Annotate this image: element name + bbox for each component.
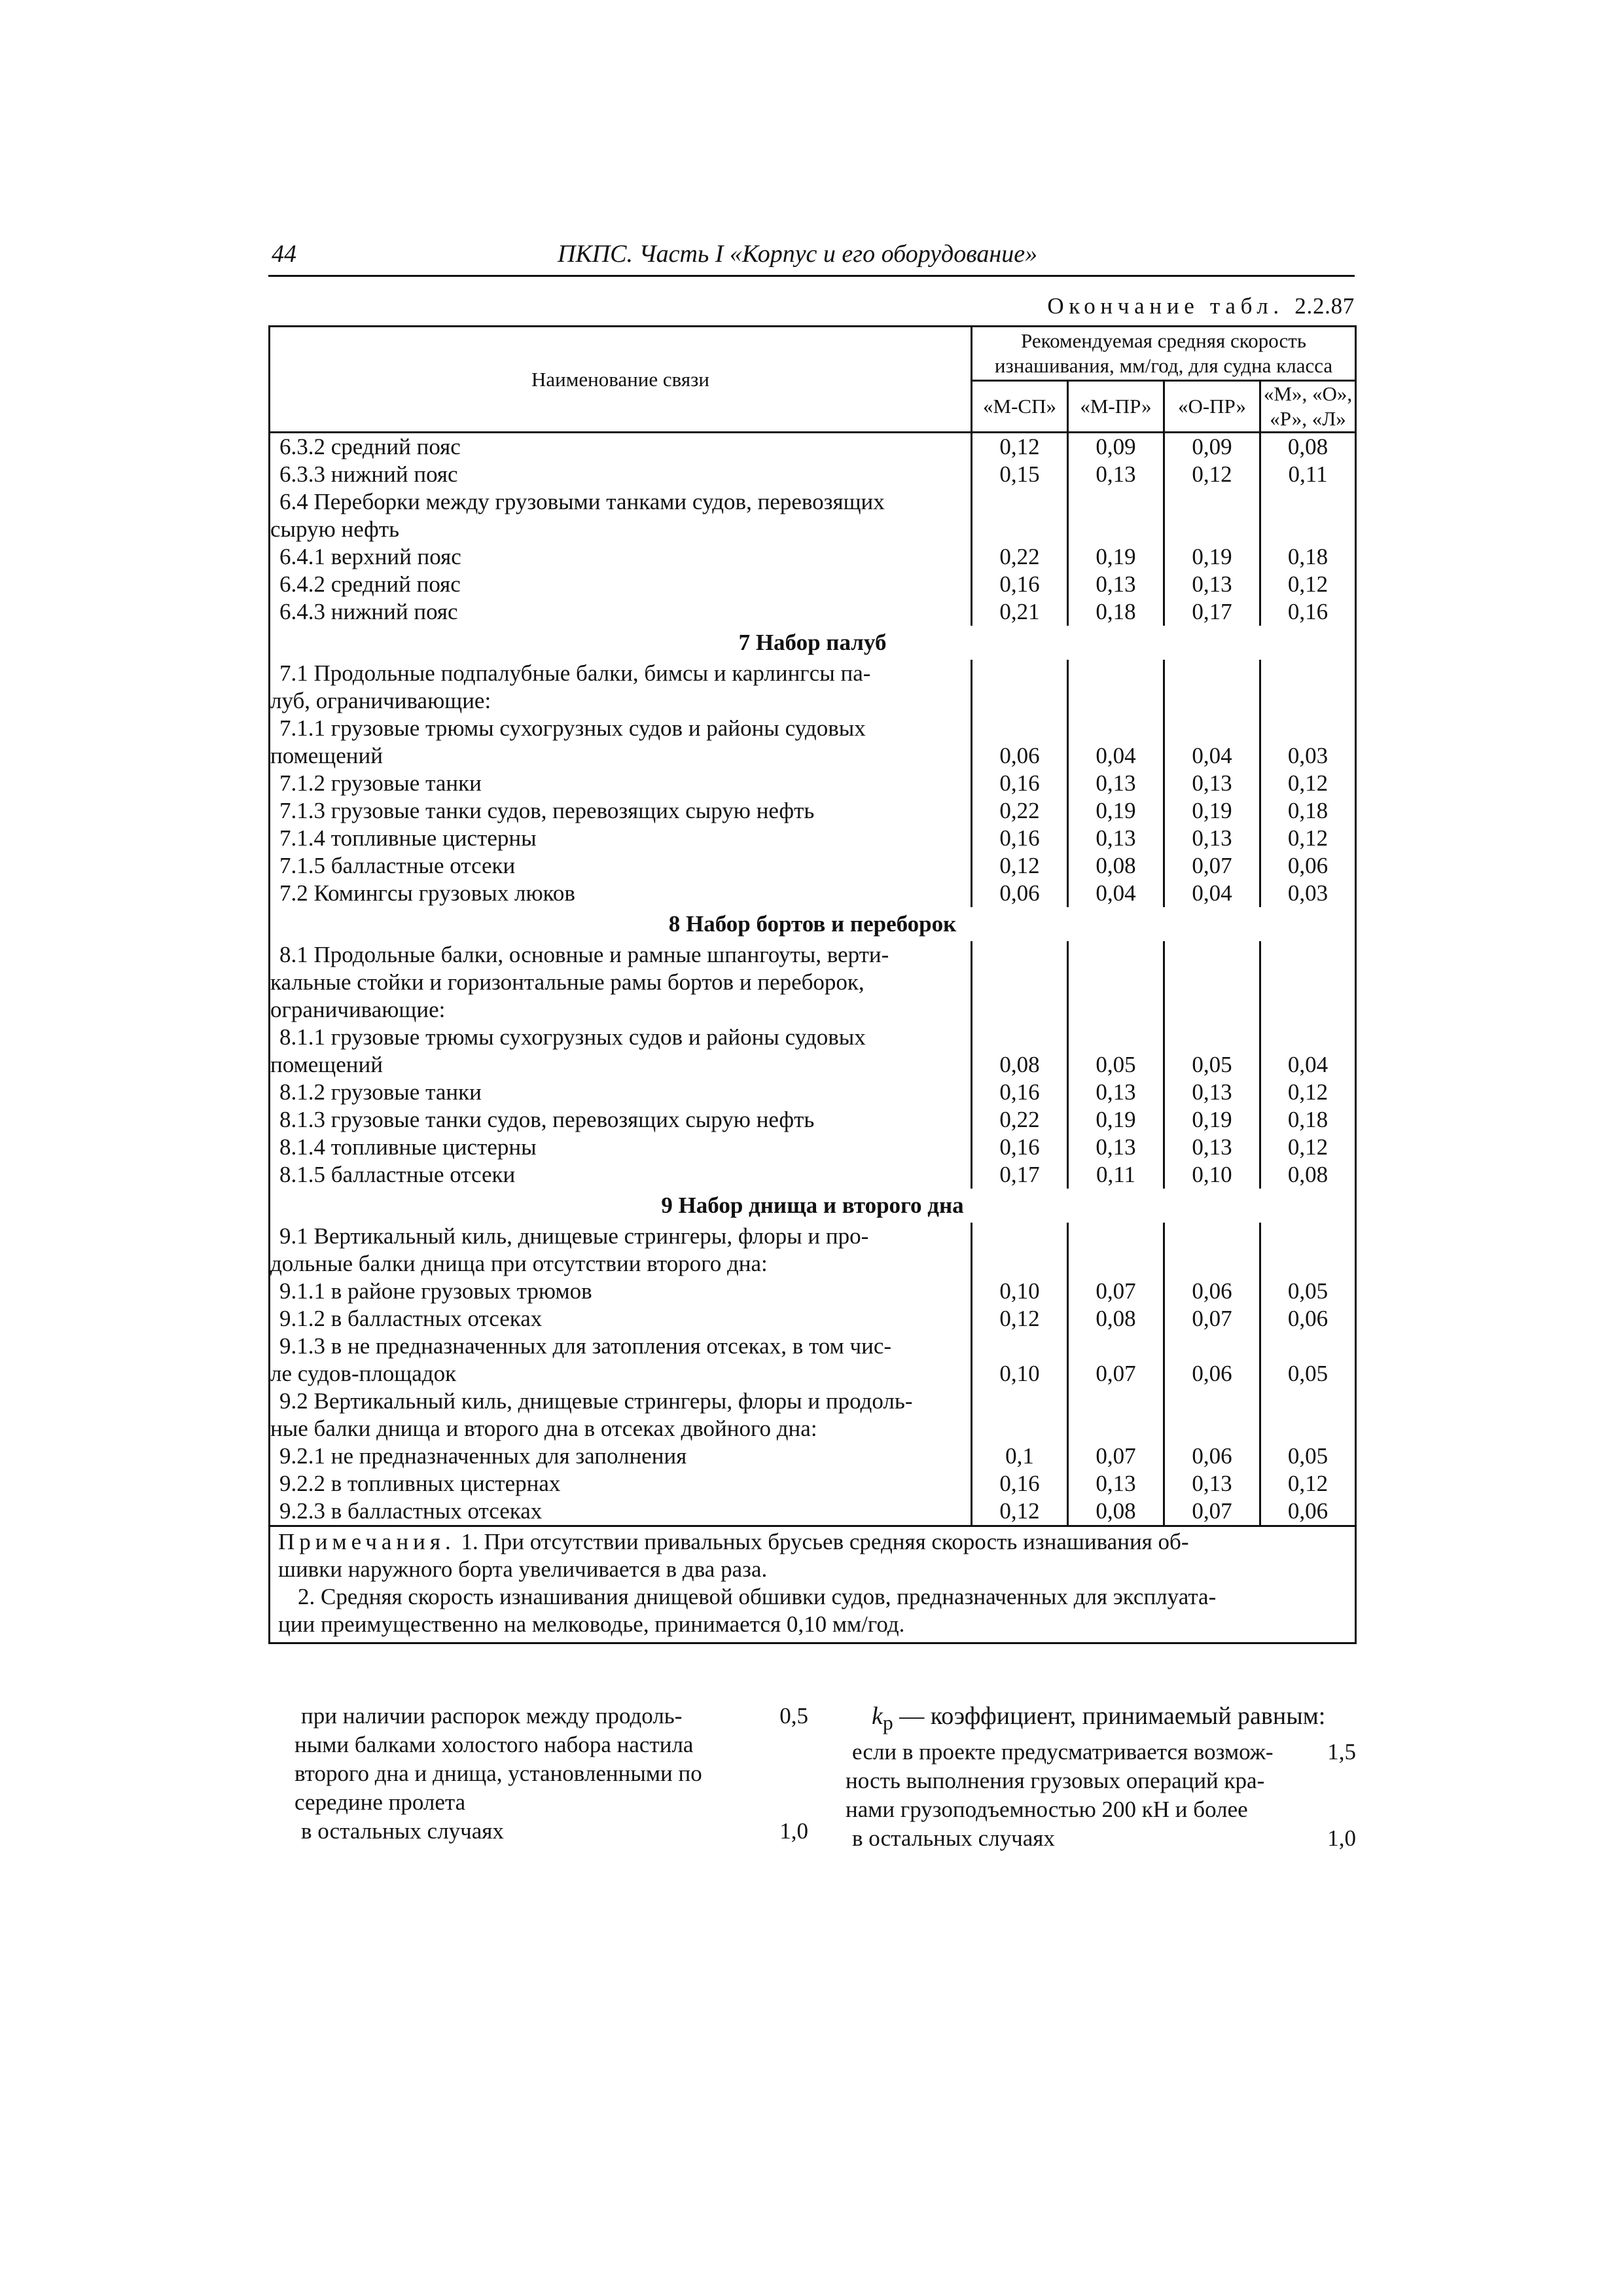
head-class-m-o-line: «М», «О», xyxy=(1263,382,1353,405)
row-name: 8.1.4 топливные цистерны xyxy=(270,1134,972,1161)
row-name-line: кальные стойки и горизонтальные рамы бортов и переборок, xyxy=(270,969,865,995)
row-name xyxy=(270,1333,972,1388)
row-value xyxy=(1068,941,1164,1024)
row-value xyxy=(1068,1223,1164,1278)
row-value: 0,09 xyxy=(1164,433,1260,461)
row-value: 0,16 xyxy=(972,1134,1068,1161)
row-value xyxy=(1260,941,1356,1024)
left-line-1: при наличии распорок между продоль- xyxy=(301,1703,683,1729)
right-item-other xyxy=(846,1824,1356,1853)
running-head xyxy=(268,237,1355,277)
row-value: 0,16 xyxy=(972,825,1068,852)
row-value: 0,16 xyxy=(972,1470,1068,1498)
table-row xyxy=(270,1024,1356,1079)
running-title: ПКПС. Часть I «Корпус и его оборудование» xyxy=(558,240,1038,268)
row-value: 0,13 xyxy=(1164,571,1260,598)
row-value: 0,08 xyxy=(972,1024,1068,1079)
section-row xyxy=(270,907,1356,941)
row-value: 0,19 xyxy=(1164,543,1260,571)
row-value: 0,13 xyxy=(1164,1470,1260,1498)
row-value: 0,06 xyxy=(1260,1305,1356,1333)
head-group xyxy=(972,327,1356,381)
row-value: 0,07 xyxy=(1068,1333,1164,1388)
row-value: 0,12 xyxy=(1260,1470,1356,1498)
row-value: 0,06 xyxy=(1260,852,1356,880)
row-value: 0,16 xyxy=(972,1079,1068,1106)
note-2-line-a: 2. Средняя скорость изнашивания днищевой обшивки судов, предназначенных для эксплуата- xyxy=(298,1584,1217,1609)
row-name-line: ные балки днища и второго дна в отсеках двойного дна: xyxy=(270,1416,817,1441)
row-value: 0,12 xyxy=(1260,770,1356,797)
table-row xyxy=(270,1161,1356,1189)
row-name: 6.3.3 нижний пояс xyxy=(270,461,972,488)
row-value: 0,13 xyxy=(1164,825,1260,852)
left-value-2: 1,0 xyxy=(779,1818,808,1844)
row-value: 0,13 xyxy=(1068,571,1164,598)
head-class-m-sp: «М-СП» xyxy=(972,381,1068,433)
notes-label: Примечания. xyxy=(278,1529,455,1554)
head-class-r-l-line: «Р», «Л» xyxy=(1270,407,1346,430)
table-row xyxy=(270,825,1356,852)
section-row xyxy=(270,1189,1356,1223)
row-value: 0,03 xyxy=(1260,715,1356,770)
row-value xyxy=(1164,941,1260,1024)
table-row xyxy=(270,461,1356,488)
row-value xyxy=(1068,1388,1164,1443)
row-name: 9.2.1 не предназначенных для заполнения xyxy=(270,1443,972,1470)
row-value: 0,05 xyxy=(1260,1333,1356,1388)
table-row xyxy=(270,1388,1356,1443)
row-name xyxy=(270,1024,972,1079)
row-name: 9.1.2 в балластных отсеках xyxy=(270,1305,972,1333)
row-value: 0,21 xyxy=(972,598,1068,626)
k-symbol: k xyxy=(872,1702,883,1730)
row-value: 0,13 xyxy=(1068,1079,1164,1106)
row-value xyxy=(1260,488,1356,543)
table-row xyxy=(270,1333,1356,1388)
row-value: 0,18 xyxy=(1260,1106,1356,1134)
row-value: 0,08 xyxy=(1260,433,1356,461)
table-notes xyxy=(270,1526,1356,1643)
note-1-line-b: шивки наружного борта увеличивается в два раза. xyxy=(278,1556,768,1582)
row-name: 7.2 Комингсы грузовых люков xyxy=(270,880,972,907)
row-value xyxy=(972,1223,1068,1278)
row-value: 0,16 xyxy=(972,571,1068,598)
row-name: 6.4.3 нижний пояс xyxy=(270,598,972,626)
row-name xyxy=(270,1223,972,1278)
note-1 xyxy=(278,1528,1347,1556)
head-name-column: Наименование связи xyxy=(270,327,972,433)
row-value: 0,07 xyxy=(1164,852,1260,880)
table-row xyxy=(270,543,1356,571)
row-value xyxy=(1260,1223,1356,1278)
row-value: 0,11 xyxy=(1260,461,1356,488)
row-value: 0,04 xyxy=(1260,1024,1356,1079)
row-value: 0,19 xyxy=(1068,543,1164,571)
row-value: 0,13 xyxy=(1068,1470,1164,1498)
row-value: 0,13 xyxy=(1068,461,1164,488)
k-subscript: р xyxy=(882,1711,893,1734)
row-value: 0,13 xyxy=(1068,825,1164,852)
row-value: 0,04 xyxy=(1164,715,1260,770)
right-line-2: ность выполнения грузовых операций кра- xyxy=(846,1767,1265,1793)
section-row xyxy=(270,626,1356,660)
row-name-line: 7.1 Продольные подпалубные балки, бимсы и карлингсы па- xyxy=(279,660,871,686)
row-value xyxy=(1164,660,1260,715)
row-value: 0,10 xyxy=(972,1333,1068,1388)
row-name: 9.2.2 в топливных цистернах xyxy=(270,1470,972,1498)
row-name: 7.1.2 грузовые танки xyxy=(270,770,972,797)
row-value: 0,17 xyxy=(1164,598,1260,626)
table-row xyxy=(270,1278,1356,1305)
row-value: 0,12 xyxy=(972,433,1068,461)
table-head xyxy=(270,327,1356,433)
section-heading-bottom: 9 Набор днища и второго дна xyxy=(270,1189,1356,1223)
row-name-line: ле судов-площадок xyxy=(270,1361,457,1386)
row-name-line: 9.1 Вертикальный киль, днищевые стрингеры, флоры и про- xyxy=(279,1223,869,1249)
row-value: 0,03 xyxy=(1260,880,1356,907)
row-value: 0,07 xyxy=(1068,1278,1164,1305)
row-name xyxy=(270,660,972,715)
row-value: 0,10 xyxy=(1164,1161,1260,1189)
notes-row xyxy=(270,1526,1356,1643)
section-heading-sides: 8 Набор бортов и переборок xyxy=(270,907,1356,941)
head-group-line2: изнашивания, мм/год, для судна класса xyxy=(994,354,1333,377)
row-name-line: 9.1.3 в не предназначенных для затопления отсеках, в том чис- xyxy=(279,1333,892,1359)
row-name-line: помещений xyxy=(270,743,383,768)
right-value-1: 1,5 xyxy=(1327,1738,1356,1765)
row-value: 0,1 xyxy=(972,1443,1068,1470)
page-number: 44 xyxy=(272,240,296,268)
row-value: 0,10 xyxy=(972,1278,1068,1305)
row-value xyxy=(972,660,1068,715)
note-1-line-a: 1. При отсутствии привальных брусьев средняя скорость изнашивания об- xyxy=(461,1529,1189,1554)
left-item-struts xyxy=(294,1702,808,1731)
head-class-o-pr: «О-ПР» xyxy=(1164,381,1260,433)
row-value: 0,06 xyxy=(972,880,1068,907)
left-line-5: в остальных случаях xyxy=(301,1818,504,1844)
table-row xyxy=(270,880,1356,907)
row-value: 0,08 xyxy=(1260,1161,1356,1189)
row-value: 0,05 xyxy=(1260,1443,1356,1470)
row-value: 0,06 xyxy=(972,715,1068,770)
row-name-line: 8.1.1 грузовые трюмы сухогрузных судов и районы судовых xyxy=(279,1024,866,1050)
row-value xyxy=(1164,1388,1260,1443)
table-row xyxy=(270,1223,1356,1278)
row-value: 0,08 xyxy=(1068,1305,1164,1333)
row-value: 0,11 xyxy=(1068,1161,1164,1189)
table-row xyxy=(270,715,1356,770)
note-2-line-b: ции преимущественно на мелководье, принимается 0,10 мм/год. xyxy=(278,1611,905,1637)
row-value: 0,22 xyxy=(972,543,1068,571)
table-row xyxy=(270,1443,1356,1470)
row-value: 0,13 xyxy=(1068,1134,1164,1161)
right-line-1: если в проекте предусматривается возмож- xyxy=(852,1738,1274,1765)
left-value-1: 0,5 xyxy=(779,1703,808,1729)
row-value: 0,12 xyxy=(1164,461,1260,488)
row-value: 0,06 xyxy=(1164,1443,1260,1470)
row-value: 0,19 xyxy=(1164,797,1260,825)
row-value: 0,05 xyxy=(1164,1024,1260,1079)
row-value: 0,16 xyxy=(1260,598,1356,626)
right-text-column xyxy=(846,1702,1356,1853)
right-value-2: 1,0 xyxy=(1327,1825,1356,1851)
row-name xyxy=(270,488,972,543)
k-definition xyxy=(872,1702,1356,1738)
left-line-4: середине пролета xyxy=(294,1789,466,1815)
row-name-line: дольные балки днища при отсутствии второго дна: xyxy=(270,1251,768,1276)
row-value xyxy=(1164,488,1260,543)
row-name: 8.1.5 балластные отсеки xyxy=(270,1161,972,1189)
row-value: 0,07 xyxy=(1068,1443,1164,1470)
row-name xyxy=(270,715,972,770)
row-value: 0,04 xyxy=(1068,880,1164,907)
section-heading-decks: 7 Набор палуб xyxy=(270,626,1356,660)
row-value: 0,17 xyxy=(972,1161,1068,1189)
table-row xyxy=(270,1470,1356,1498)
row-value xyxy=(1260,1388,1356,1443)
row-value: 0,12 xyxy=(1260,1079,1356,1106)
table-row xyxy=(270,433,1356,461)
row-value: 0,16 xyxy=(972,770,1068,797)
row-name: 6.4.1 верхний пояс xyxy=(270,543,972,571)
row-value: 0,13 xyxy=(1068,770,1164,797)
row-value: 0,07 xyxy=(1164,1305,1260,1333)
row-value: 0,22 xyxy=(972,797,1068,825)
head-class-m-pr: «М-ПР» xyxy=(1068,381,1164,433)
table-row xyxy=(270,770,1356,797)
table-row xyxy=(270,1134,1356,1161)
row-value: 0,04 xyxy=(1068,715,1164,770)
right-item-crane xyxy=(846,1738,1356,1767)
row-name: 9.1.1 в районе грузовых трюмов xyxy=(270,1278,972,1305)
row-value: 0,18 xyxy=(1068,598,1164,626)
table-row xyxy=(270,1106,1356,1134)
row-name-line: 8.1 Продольные балки, основные и рамные шпангоуты, верти- xyxy=(279,942,889,967)
row-value: 0,19 xyxy=(1164,1106,1260,1134)
row-name: 7.1.5 балластные отсеки xyxy=(270,852,972,880)
row-value: 0,13 xyxy=(1164,1134,1260,1161)
row-value: 0,18 xyxy=(1260,797,1356,825)
row-value xyxy=(972,1388,1068,1443)
table-row xyxy=(270,852,1356,880)
left-line-2: ными балками холостого набора настила xyxy=(294,1732,694,1757)
table-caption xyxy=(851,293,1355,319)
row-value: 0,07 xyxy=(1164,1498,1260,1526)
row-name: 6.4.2 средний пояс xyxy=(270,571,972,598)
row-value xyxy=(972,941,1068,1024)
head-class-m-o-r-l xyxy=(1260,381,1356,433)
row-value: 0,12 xyxy=(972,1498,1068,1526)
head-group-line1: Рекомендуемая средняя скорость xyxy=(1021,329,1306,352)
row-value: 0,05 xyxy=(1068,1024,1164,1079)
row-value: 0,06 xyxy=(1260,1498,1356,1526)
row-value: 0,13 xyxy=(1164,770,1260,797)
row-name-line: сырую нефть xyxy=(270,516,400,542)
right-line-3: нами грузоподъемностью 200 кН и более xyxy=(846,1796,1248,1822)
row-value: 0,12 xyxy=(1260,825,1356,852)
row-value: 0,05 xyxy=(1260,1278,1356,1305)
row-name: 8.1.2 грузовые танки xyxy=(270,1079,972,1106)
row-value: 0,06 xyxy=(1164,1278,1260,1305)
table-row xyxy=(270,797,1356,825)
row-name-line: помещений xyxy=(270,1052,383,1077)
table-row xyxy=(270,941,1356,1024)
row-name-line: луб, ограничивающие: xyxy=(270,688,491,713)
row-value xyxy=(1260,660,1356,715)
table-row xyxy=(270,598,1356,626)
row-name xyxy=(270,941,972,1024)
table-row xyxy=(270,1079,1356,1106)
row-name-line: 7.1.1 грузовые трюмы сухогрузных судов и районы судовых xyxy=(279,715,866,741)
row-value: 0,19 xyxy=(1068,797,1164,825)
row-value: 0,08 xyxy=(1068,1498,1164,1526)
row-value: 0,12 xyxy=(1260,1134,1356,1161)
right-line-4: в остальных случаях xyxy=(852,1825,1055,1851)
row-name-line: 9.2 Вертикальный киль, днищевые стрингеры, флоры и продоль- xyxy=(279,1388,913,1414)
row-value: 0,22 xyxy=(972,1106,1068,1134)
table-row xyxy=(270,488,1356,543)
left-item-other xyxy=(294,1817,808,1846)
row-value: 0,08 xyxy=(1068,852,1164,880)
left-text-column xyxy=(294,1702,808,1846)
row-value: 0,04 xyxy=(1164,880,1260,907)
left-line-3: второго дна и днища, установленными по xyxy=(294,1761,702,1786)
row-name xyxy=(270,1388,972,1443)
table-body xyxy=(270,433,1356,1643)
table-row xyxy=(270,1498,1356,1526)
row-value xyxy=(1068,488,1164,543)
row-value: 0,12 xyxy=(972,1305,1068,1333)
wear-rate-table xyxy=(268,325,1357,1644)
row-value xyxy=(1068,660,1164,715)
row-value: 0,06 xyxy=(1164,1333,1260,1388)
table-row xyxy=(270,660,1356,715)
table-caption-text: Окончание табл. xyxy=(1047,293,1284,319)
table-row xyxy=(270,571,1356,598)
k-text: — коэффициент, принимаемый равным: xyxy=(893,1702,1326,1730)
row-name: 8.1.3 грузовые танки судов, перевозящих сырую нефть xyxy=(270,1106,972,1134)
row-value: 0,13 xyxy=(1164,1079,1260,1106)
table-row xyxy=(270,1305,1356,1333)
row-name: 6.3.2 средний пояс xyxy=(270,433,972,461)
row-value: 0,09 xyxy=(1068,433,1164,461)
row-value: 0,12 xyxy=(1260,571,1356,598)
row-name-line: 6.4 Переборки между грузовыми танками судов, перевозящих xyxy=(279,489,885,514)
row-value: 0,12 xyxy=(972,852,1068,880)
row-value xyxy=(1164,1223,1260,1278)
row-name-line: ограничивающие: xyxy=(270,997,446,1022)
table-caption-number: 2.2.87 xyxy=(1294,293,1355,319)
row-value: 0,19 xyxy=(1068,1106,1164,1134)
row-name: 7.1.4 топливные цистерны xyxy=(270,825,972,852)
row-name: 7.1.3 грузовые танки судов, перевозящих сырую нефть xyxy=(270,797,972,825)
row-value: 0,18 xyxy=(1260,543,1356,571)
row-value: 0,15 xyxy=(972,461,1068,488)
row-name: 9.2.3 в балластных отсеках xyxy=(270,1498,972,1526)
row-value xyxy=(972,488,1068,543)
